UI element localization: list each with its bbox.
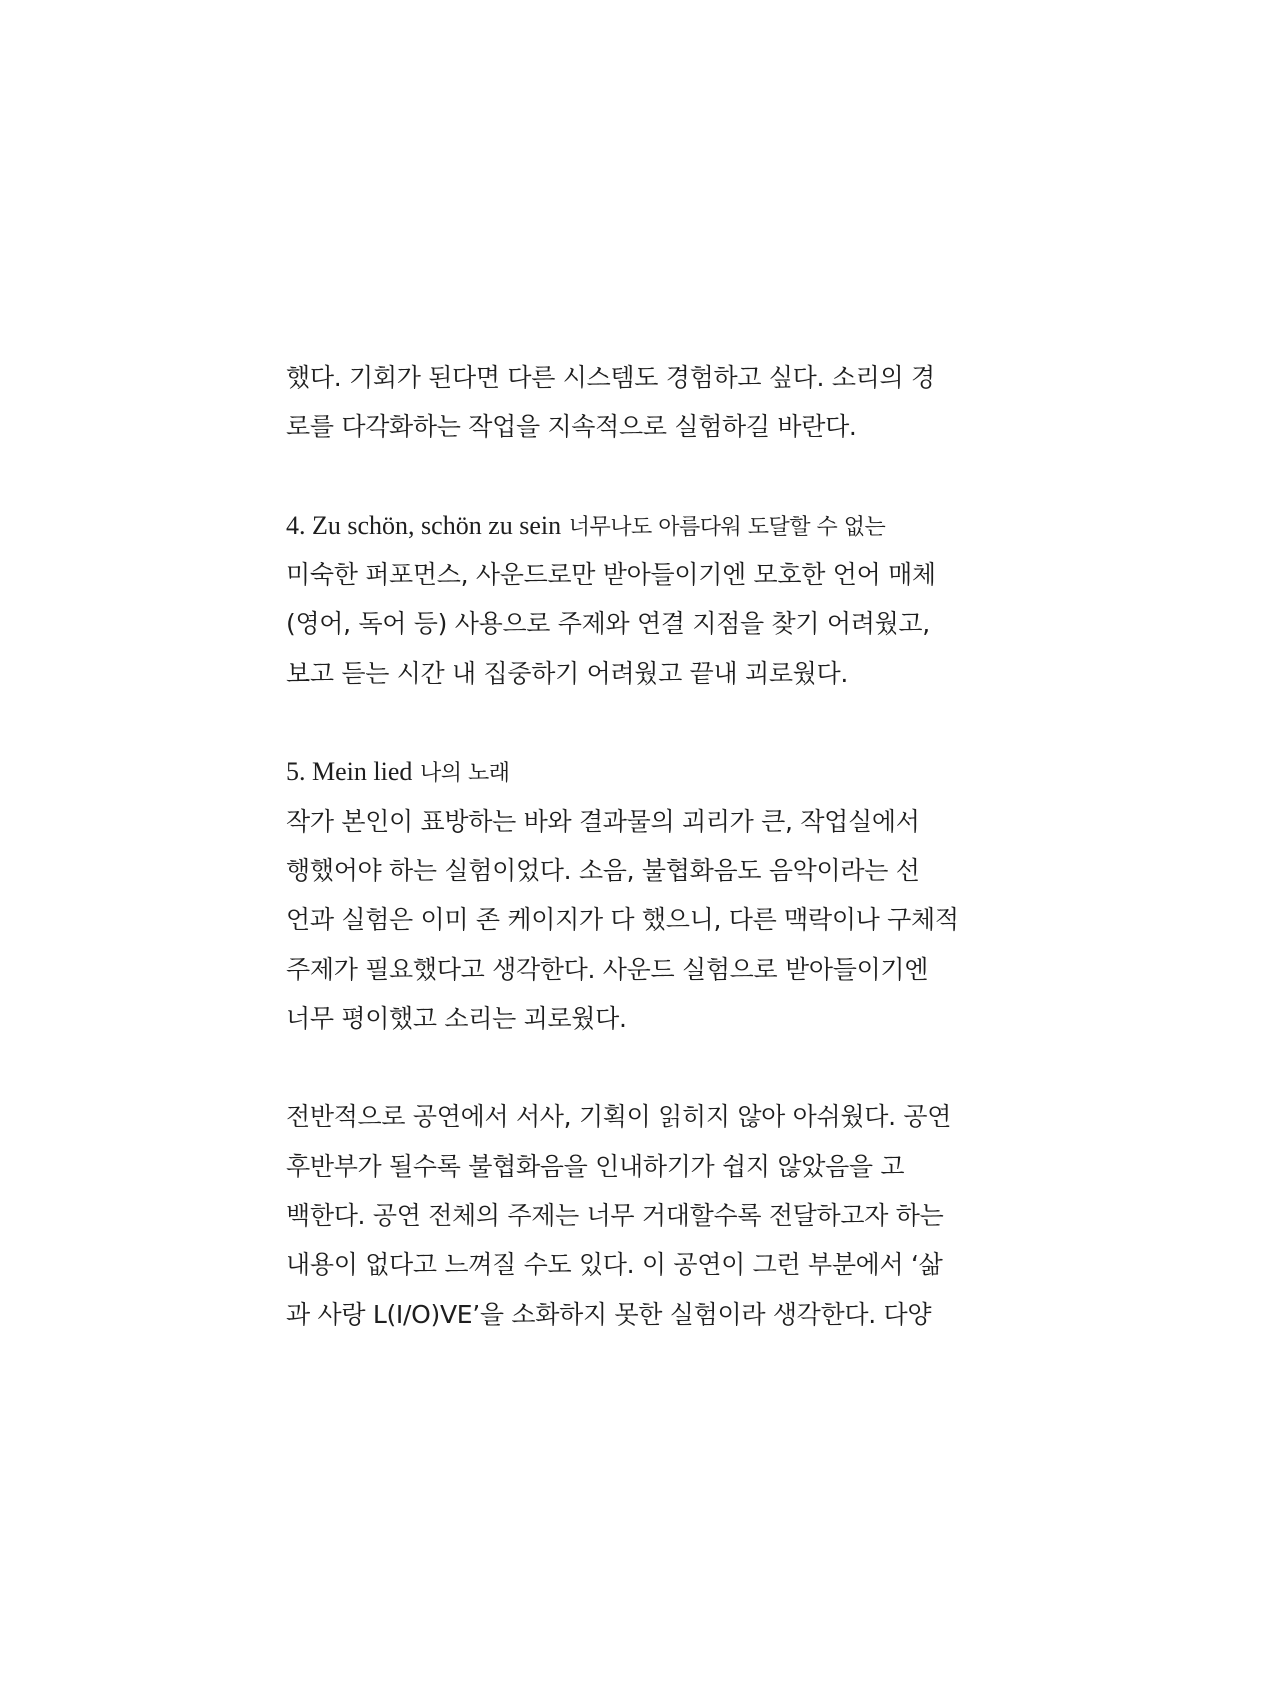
section-title-korean: 너무나도 아름다워 도달할 수 없는 [568, 514, 886, 540]
section-title-latin: 5. Mein lied [286, 757, 413, 787]
section-heading [286, 747, 976, 796]
document-page [286, 353, 976, 1339]
section-title-korean: 나의 노래 [420, 761, 510, 787]
text-line: 언과 실험은 이미 존 케이지가 다 했으니, 다른 맥락이나 구체적 [286, 905, 959, 935]
paragraph-spacer [286, 1043, 976, 1092]
text-line: 보고 듣는 시간 내 집중하기 어려웠고 끝내 괴로웠다. [286, 658, 849, 688]
text-line: 로를 다각화하는 작업을 지속적으로 실험하길 바란다. [286, 412, 857, 442]
section-heading [286, 501, 976, 550]
text-line: 전반적으로 공연에서 서사, 기획이 읽히지 않아 아쉬웠다. 공연 [286, 1102, 952, 1132]
text-line: 행했어야 하는 실험이었다. 소음, 불협화음도 음악이라는 선 [286, 855, 920, 885]
text-line: 내용이 없다고 느껴질 수도 있다. 이 공연이 그런 부분에서 ‘삶 [286, 1250, 943, 1280]
text-line: 주제가 필요했다고 생각한다. 사운드 실험으로 받아들이기엔 [286, 954, 929, 984]
text-line: 너무 평이했고 소리는 괴로웠다. [286, 1003, 627, 1033]
text-line: 미숙한 퍼포먼스, 사운드로만 받아들이기엔 모호한 언어 매체 [286, 560, 936, 590]
paragraph-continuation [286, 353, 976, 452]
section-4 [286, 501, 976, 698]
text-line: 후반부가 될수록 불협화음을 인내하기가 쉽지 않았음을 고 [286, 1151, 905, 1181]
section-5 [286, 747, 976, 1043]
text-line: 백한다. 공연 전체의 주제는 너무 거대할수록 전달하고자 하는 [286, 1201, 944, 1231]
paragraph-spacer [286, 698, 976, 747]
text-line: 과 사랑 L(I/O)VE’을 소화하지 못한 실험이라 생각한다. 다양 [286, 1299, 932, 1329]
text-line: 했다. 기회가 된다면 다른 시스템도 경험하고 싶다. 소리의 경 [286, 363, 935, 392]
text-line: (영어, 독어 등) 사용으로 주제와 연결 지점을 찾기 어려웠고, [286, 609, 930, 639]
paragraph-spacer [286, 452, 976, 501]
section-title-latin: 4. Zu schön, schön zu sein [286, 510, 562, 540]
text-line: 작가 본인이 표방하는 바와 결과물의 괴리가 큰, 작업실에서 [286, 806, 920, 836]
closing-paragraph [286, 1092, 976, 1338]
